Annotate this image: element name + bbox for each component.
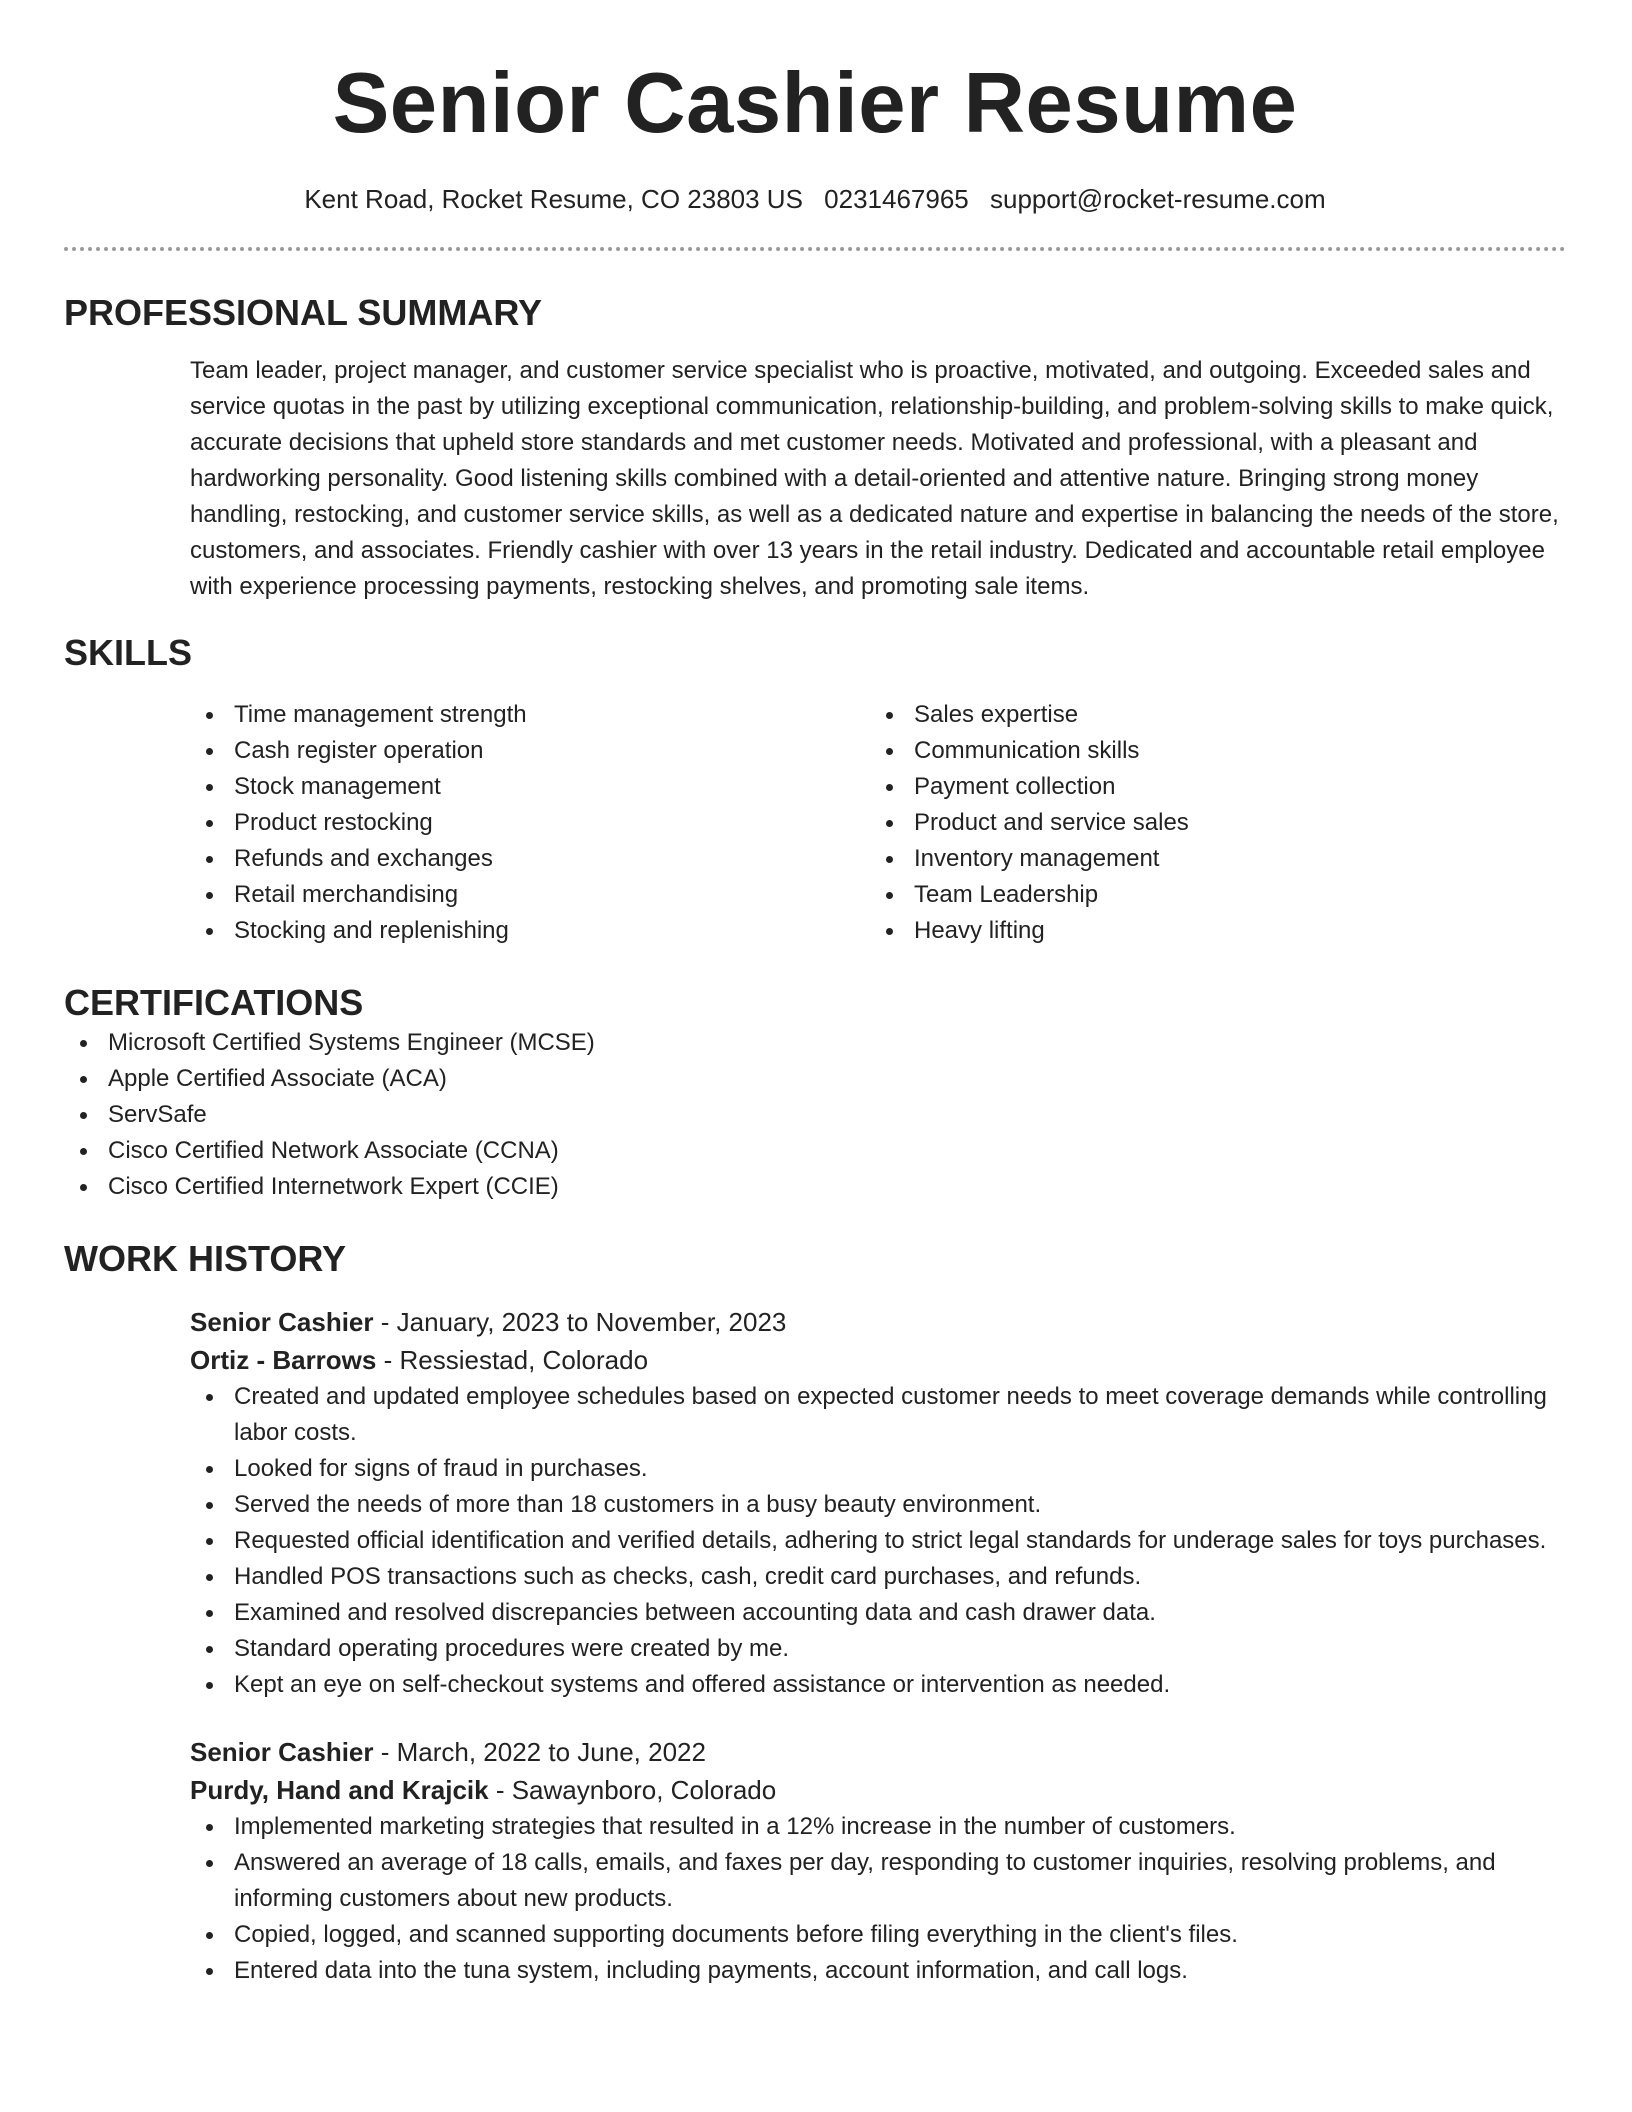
skill-item: Refunds and exchanges (190, 841, 870, 877)
certifications-section (64, 981, 1566, 1205)
contact-phone: 0231467965 (824, 184, 969, 214)
certification-item: Apple Certified Associate (ACA) (64, 1061, 1566, 1097)
skill-item: Heavy lifting (870, 913, 1550, 949)
skills-grid (190, 697, 1566, 949)
skill-item: Payment collection (870, 769, 1550, 805)
contact-address: Kent Road, Rocket Resume, CO 23803 US (304, 184, 803, 214)
job-duty: Created and updated employee schedules based on expected customer needs to meet coverage demands while controlling labor costs. (190, 1379, 1566, 1451)
work-history-section (64, 1237, 1566, 1989)
job-duty: Looked for signs of fraud in purchases. (190, 1451, 1566, 1487)
summary-heading: PROFESSIONAL SUMMARY (64, 292, 543, 333)
skill-item: Inventory management (870, 841, 1550, 877)
job-company: Ortiz - Barrows (190, 1345, 377, 1375)
work-history-heading: WORK HISTORY (64, 1238, 347, 1279)
job-title: Senior Cashier (190, 1307, 374, 1337)
job-title-line (190, 1303, 1566, 1341)
certification-item: Cisco Certified Network Associate (CCNA) (64, 1133, 1566, 1169)
skill-item: Retail merchandising (190, 877, 870, 913)
skills-heading: SKILLS (64, 632, 193, 673)
job-entry (190, 1733, 1566, 1989)
skills-column-right (870, 697, 1550, 949)
job-duty: Kept an eye on self-checkout systems and offered assistance or intervention as needed. (190, 1667, 1566, 1703)
skill-item: Product restocking (190, 805, 870, 841)
contact-email: support@rocket-resume.com (990, 184, 1326, 214)
job-duties-list (190, 1809, 1566, 1989)
skill-item: Time management strength (190, 697, 870, 733)
skills-column-left (190, 697, 870, 949)
skill-item: Cash register operation (190, 733, 870, 769)
job-location: - Ressiestad, Colorado (376, 1345, 649, 1375)
skill-item: Stocking and replenishing (190, 913, 870, 949)
summary-text: Team leader, project manager, and customer service specialist who is proactive, motivated, and outgoing. Exceeded sales and service quotas in the past by utilizing exceptional communication, relationship-building, and problem-solving skills to make quick, accurate decisions that upheld store standards and met customer needs. Motivated and professional, with a pleasant and hardworking personality. Good listening skills combined with a detail-oriented and attentive nature. Bringing strong money handling, restocking, and customer service skills, as well as a dedicated nature and expertise in balancing the needs of the store, customers, and associates. Friendly cashier with over 13 years in the retail industry. Dedicated and accountable retail employee with experience processing payments, restocking shelves, and promoting sale items. (190, 357, 1559, 600)
certifications-list (64, 1025, 1566, 1205)
skill-item: Sales expertise (870, 697, 1550, 733)
job-duties-list (190, 1379, 1566, 1703)
job-company-line (190, 1771, 1566, 1809)
job-dates: - January, 2023 to November, 2023 (373, 1307, 787, 1337)
header-divider (64, 247, 1566, 251)
job-entry (190, 1303, 1566, 1703)
job-dates: - March, 2022 to June, 2022 (373, 1737, 706, 1767)
job-company: Purdy, Hand and Krajcik (190, 1775, 489, 1805)
skills-section (64, 631, 1566, 949)
job-duty: Copied, logged, and scanned supporting documents before filing everything in the client's files. (190, 1917, 1566, 1953)
job-title-line (190, 1733, 1566, 1771)
job-duty: Implemented marketing strategies that resulted in a 12% increase in the number of customers. (190, 1809, 1566, 1845)
skill-item: Communication skills (870, 733, 1550, 769)
job-duty: Served the needs of more than 18 customers in a busy beauty environment. (190, 1487, 1566, 1523)
job-duty: Entered data into the tuna system, including payments, account information, and call logs. (190, 1953, 1566, 1989)
job-duty: Answered an average of 18 calls, emails, and faxes per day, responding to customer inquiries, resolving problems, and informing customers about new products. (190, 1845, 1566, 1917)
job-duty: Examined and resolved discrepancies between accounting data and cash drawer data. (190, 1595, 1566, 1631)
contact-line (64, 183, 1566, 215)
job-company-line (190, 1341, 1566, 1379)
job-duty: Standard operating procedures were created by me. (190, 1631, 1566, 1667)
certification-item: Microsoft Certified Systems Engineer (MCSE) (64, 1025, 1566, 1061)
job-title: Senior Cashier (190, 1737, 374, 1767)
job-location: - Sawaynboro, Colorado (488, 1775, 777, 1805)
certification-item: Cisco Certified Internetwork Expert (CCIE) (64, 1169, 1566, 1205)
skill-item: Team Leadership (870, 877, 1550, 913)
job-duty: Handled POS transactions such as checks, cash, credit card purchases, and refunds. (190, 1559, 1566, 1595)
job-duty: Requested official identification and verified details, adhering to strict legal standards for underage sales for toys purchases. (190, 1523, 1566, 1559)
certification-item: ServSafe (64, 1097, 1566, 1133)
skill-item: Product and service sales (870, 805, 1550, 841)
certifications-heading: CERTIFICATIONS (64, 982, 364, 1023)
resume-title: Senior Cashier Resume (332, 56, 1298, 151)
summary-section (64, 291, 1566, 605)
skill-item: Stock management (190, 769, 870, 805)
